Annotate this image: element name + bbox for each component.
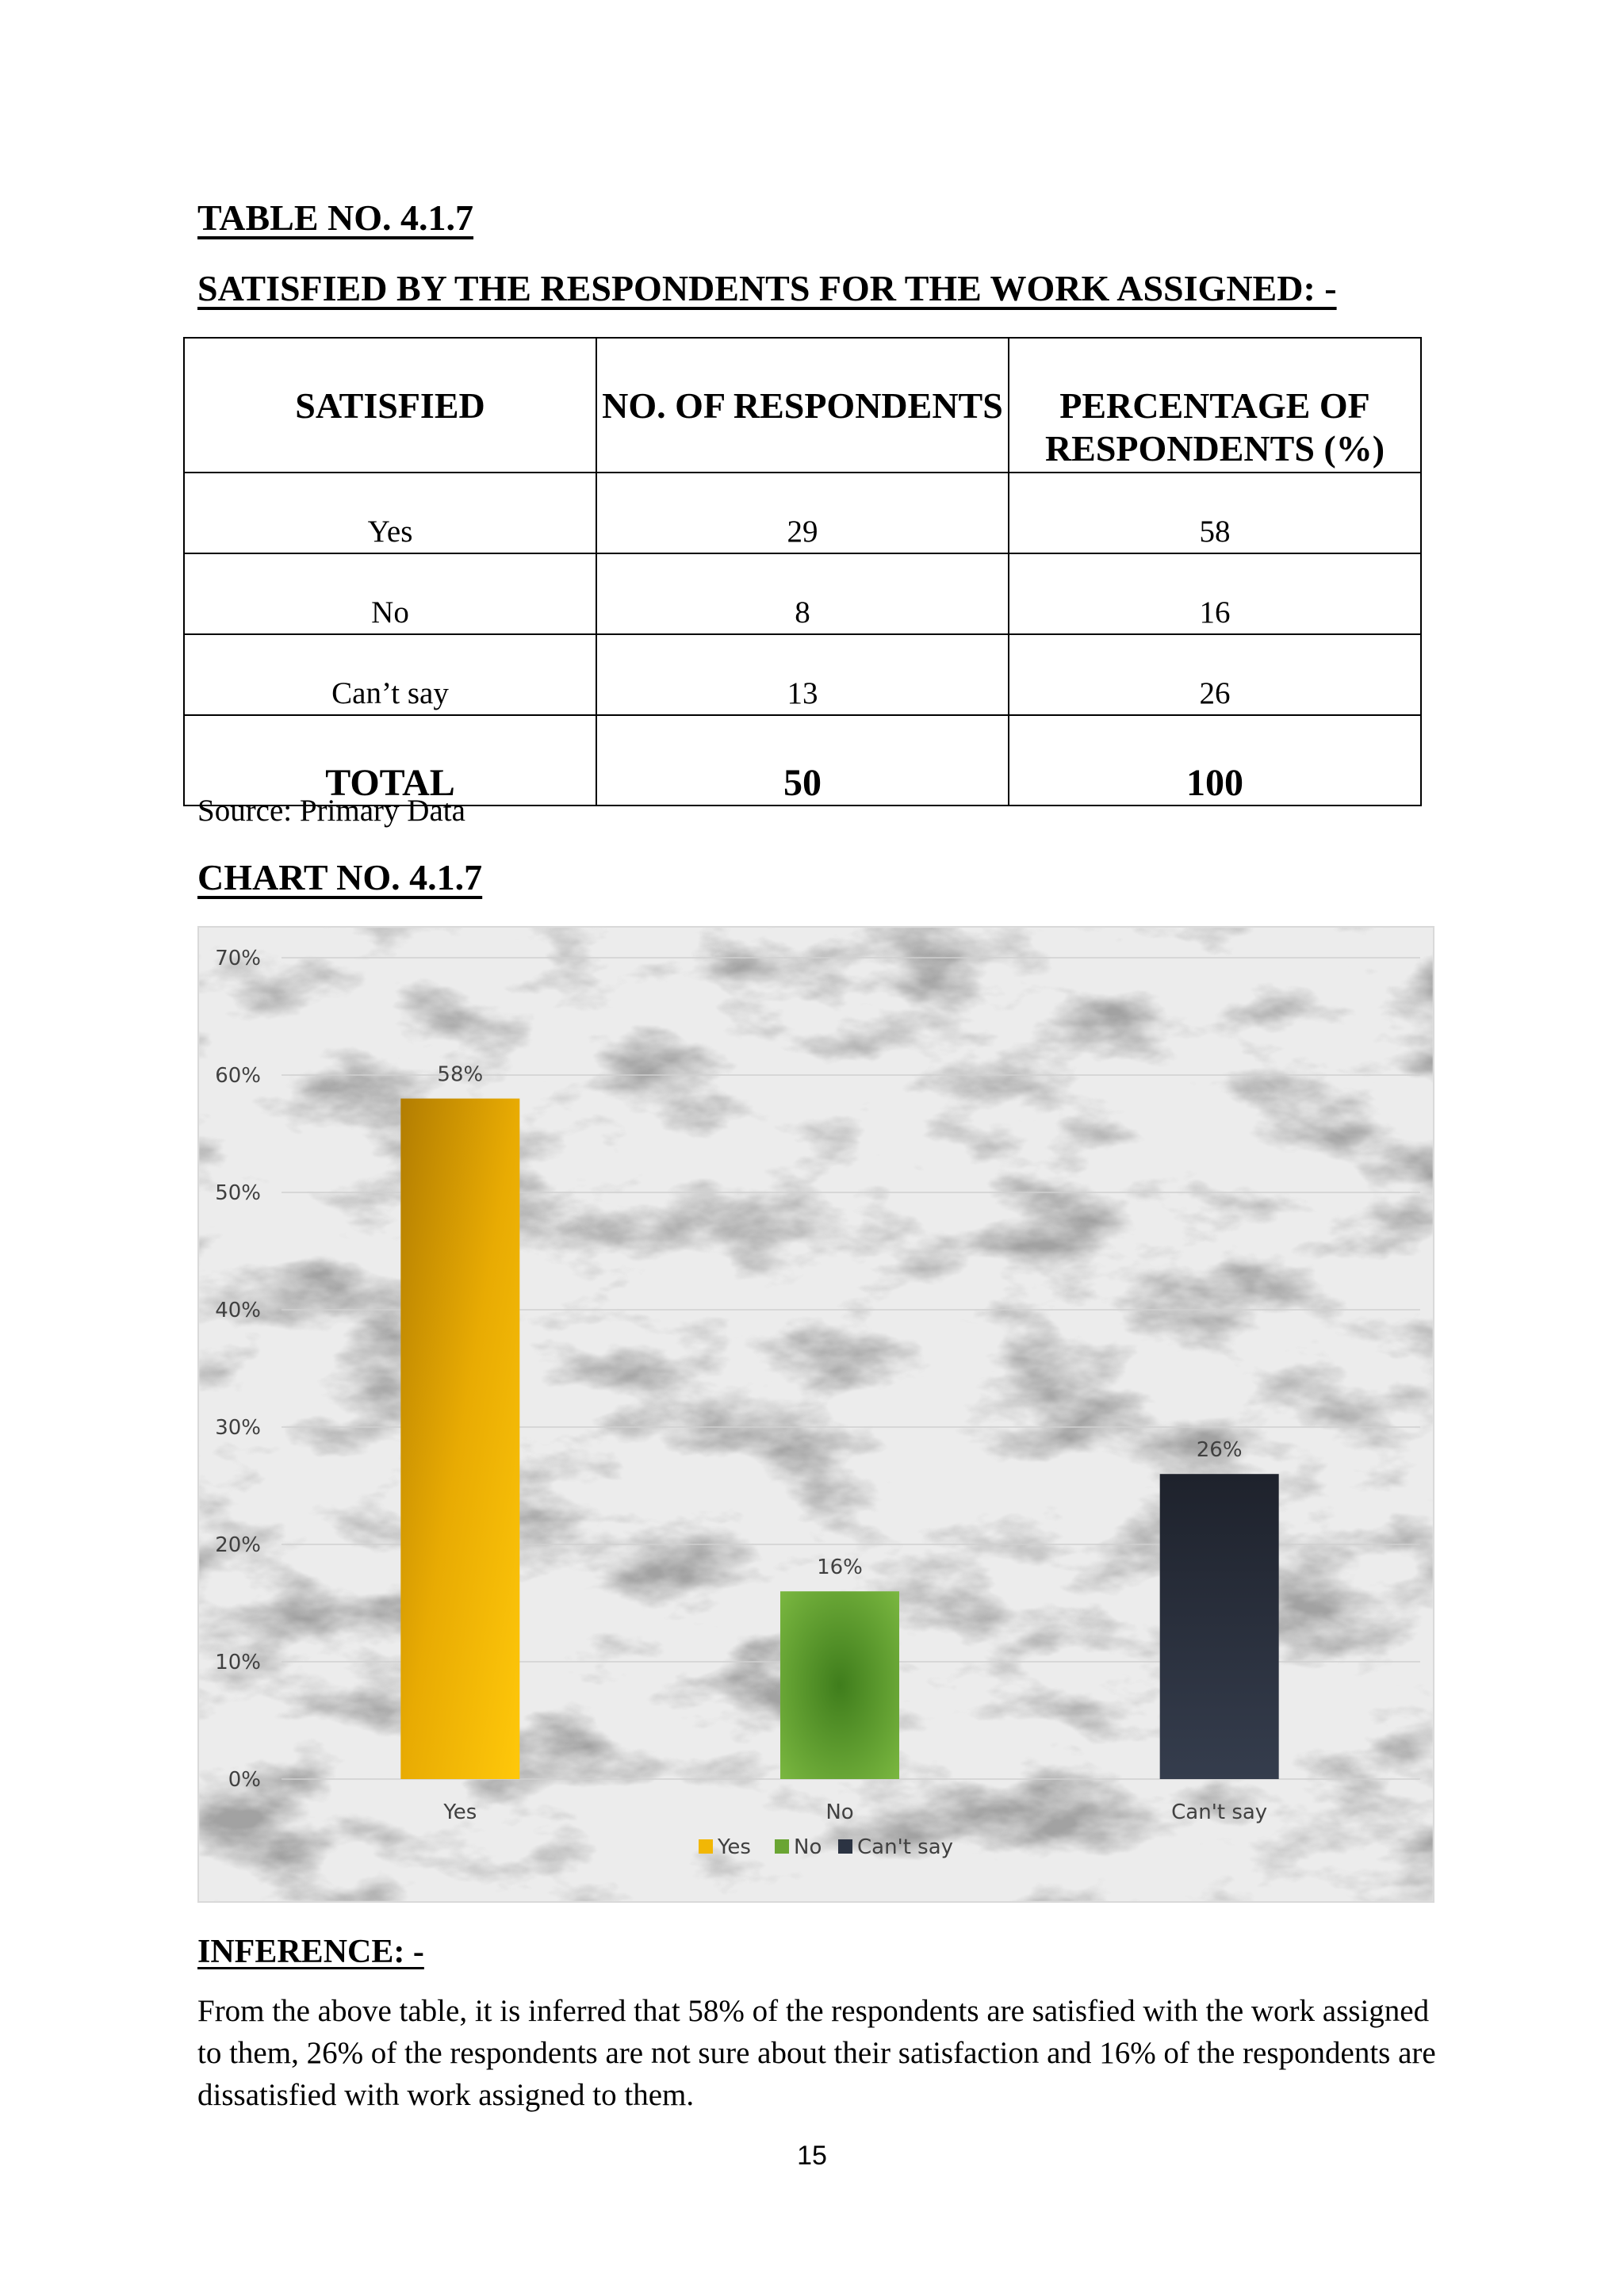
table-subtitle: SATISFIED BY THE RESPONDENTS FOR THE WORK ASSIGNED: - [197,268,1337,308]
respondents-table [183,337,1422,806]
data-label: 26% [1196,1438,1243,1463]
cell-count: 8 [596,553,1009,634]
cell-percentage: 16 [1009,553,1421,634]
source-note: Source: Primary Data [197,794,465,828]
cell-satisfied: No [184,553,596,634]
table-row [184,473,1421,553]
y-tick-label: 10% [215,1651,261,1674]
cell-count: 29 [596,473,1009,553]
total-count: 50 [596,715,1009,806]
legend-label: Yes [718,1835,751,1859]
x-tick-label: Yes [443,1800,477,1824]
page-number: 15 [797,2141,827,2171]
y-tick-label: 50% [215,1181,261,1205]
legend-label: Can't say [857,1835,954,1859]
table-title: TABLE NO. 4.1.7 [197,197,474,238]
cell-satisfied: Yes [184,473,596,553]
cell-percentage: 26 [1009,634,1421,715]
cell-satisfied: Can’t say [184,634,596,715]
header-percentage: PERCENTAGE OF RESPONDENTS (%) [1009,338,1421,473]
legend-swatch [838,1839,852,1854]
cell-percentage: 58 [1009,473,1421,553]
inference-heading: INFERENCE: - [197,1934,424,1970]
data-label: 16% [817,1556,863,1580]
chart-svg [199,928,1433,1901]
bar-can-t-say [1160,1474,1279,1779]
header-no-of-respondents: NO. OF RESPONDENTS [596,338,1009,473]
header-satisfied: SATISFIED [184,338,596,473]
table-row [184,553,1421,634]
bar-yes [400,1099,519,1779]
chart-title: CHART NO. 4.1.7 [197,857,483,897]
data-label: 58% [437,1062,484,1087]
bar-chart [197,926,1434,1903]
y-tick-label: 20% [215,1533,261,1557]
bar-no [780,1591,899,1779]
legend-swatch [699,1839,713,1854]
y-tick-label: 0% [228,1768,261,1792]
total-label: TOTAL [184,715,596,806]
legend-swatch [775,1839,789,1854]
x-tick-label: Can't say [1171,1800,1268,1824]
table-row [184,634,1421,715]
table-total-row [184,715,1421,806]
table-header-row [184,338,1421,473]
y-tick-label: 60% [215,1064,261,1088]
inference-paragraph: From the above table, it is inferred that 58% of the respondents are satisfied with the work assigned to them, 26% of the respondents are not sure about their satisfaction and 16% of the respondents are dissatisfied with work assigned to them. [197,1994,1436,2112]
x-tick-label: No [825,1800,854,1824]
y-tick-label: 40% [215,1299,261,1322]
cell-count: 13 [596,634,1009,715]
total-percentage: 100 [1009,715,1421,806]
y-tick-label: 30% [215,1416,261,1440]
y-tick-label: 70% [215,947,261,970]
legend-label: No [794,1835,822,1859]
